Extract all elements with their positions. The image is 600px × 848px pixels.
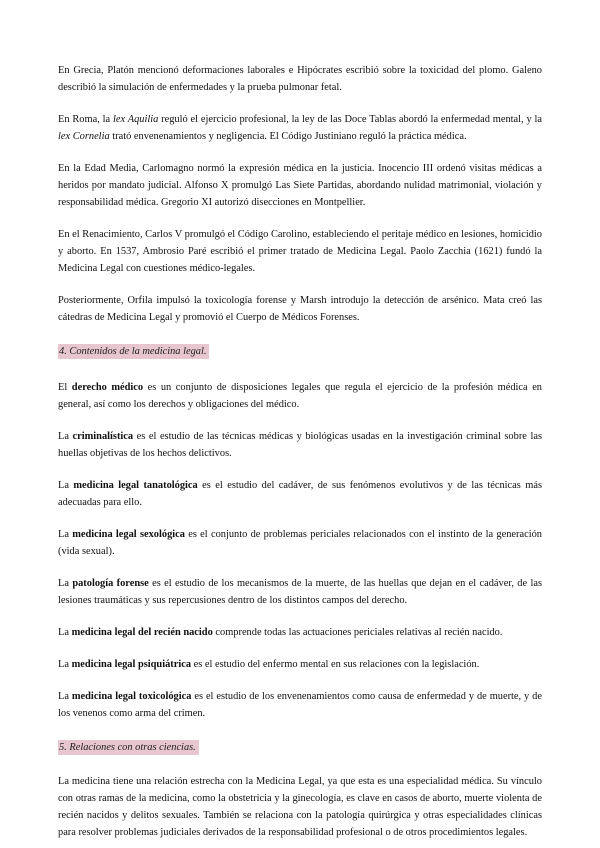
section-4-items [58, 379, 542, 722]
paragraph-greece: En Grecia, Platón mencionó deformaciones laborales e Hipócrates escribió sobre la toxicidad del plomo. Galeno describió la simulación de enfermedades y la prueba pulmonar fetal. [58, 65, 542, 93]
content-item-rest: es el estudio del cadáver, de sus fenómenos evolutivos y de las técnicas más adecuadas para ello. [58, 480, 542, 508]
lex-cornelia-term: lex Cornelia [58, 131, 110, 142]
content-item [58, 526, 542, 560]
content-item-term: medicina legal psiquiátrica [71, 659, 192, 670]
content-item-term: derecho médico [71, 382, 144, 393]
content-item [58, 688, 542, 722]
content-item [58, 428, 542, 462]
content-item-rest: es el estudio de los mecanismos de la muerte, de las huellas que dejan en el cadáver, de las lesiones traumáticas y sus repercusiones dentro de los distintos campos del derecho. [58, 578, 542, 606]
section-4-heading: 4. Contenidos de la medicina legal. [58, 344, 209, 359]
rome-text-2: reguló el ejercicio profesional, la ley de las Doce Tablas abordó la enfermedad mental, y la [158, 114, 542, 125]
content-item-term: medicina legal sexológica [72, 529, 185, 540]
content-item-term: patología forense [72, 578, 149, 589]
paragraph-middle-ages: En la Edad Media, Carlomagno normó la expresión médica en la justicia. Inocencio III ordenó visitas médicas a heridos por mandato judicial. Alfonso X promulgó Las Siete Partidas, abordando nulidad matrimonial, violación y responsabilidad médica. Gregorio XI autorizó disecciones en Montpellier. [58, 163, 542, 208]
content-item [58, 379, 542, 413]
content-item-term: medicina legal tanatológica [73, 480, 198, 491]
content-item-rest: comprende todas las actuaciones periciales relativas al recién nacido. [212, 627, 503, 638]
content-item [58, 624, 542, 641]
section-5-heading-wrap [58, 737, 542, 755]
rome-text-1: En Roma, la [58, 114, 113, 125]
content-item-prefix: La [58, 691, 72, 702]
content-item [58, 477, 542, 511]
lex-aquilia-term: lex Aquilia [112, 114, 159, 125]
section-5-heading: 5. Relaciones con otras ciencias. [58, 740, 199, 755]
paragraph-relations: La medicina tiene una relación estrecha con la Medicina Legal, ya que esta es una especialidad médica. Su vínculo con otras ramas de la medicina, como la obstetricia y la ginecología, es clave en casos de aborto, muerte violenta de recién nacidos y delitos sexuales. También se relaciona con la patología quirúrgica y otras especialidades clínicas para resolver problemas judiciales derivados de la responsabilidad profesional o de otros procedimientos legales. [58, 776, 542, 838]
content-item-prefix: La [58, 578, 73, 589]
content-item-rest: es un conjunto de disposiciones legales que regula el ejercicio de la profesión médica en general, así como los derechos y obligaciones del médico. [58, 382, 542, 410]
section-4-heading-wrap [58, 341, 542, 359]
content-item-term: medicina legal toxicológica [71, 691, 192, 702]
content-item-prefix: La [58, 627, 72, 638]
content-item-term: criminalística [72, 431, 134, 442]
paragraph-rome [58, 111, 542, 145]
content-item [58, 575, 542, 609]
content-item-rest: es el estudio del enfermo mental en sus relaciones con la legislación. [191, 659, 480, 670]
content-item-prefix: La [58, 529, 73, 540]
paragraph-later: Posteriormente, Orfila impulsó la toxicología forense y Marsh introdujo la detección de arsénico. Mata creó las cátedras de Medicina Legal y promovió el Cuerpo de Médicos Forenses. [58, 295, 542, 323]
paragraph-renaissance: En el Renacimiento, Carlos V promulgó el Código Carolino, estableciendo el peritaje médico en lesiones, homicidio y aborto. En 1537, Ambrosio Paré escribió el primer tratado de Medicina Legal. Paolo Zacchia (1621) fundó la Medicina Legal con cuestiones médico-legales. [58, 229, 542, 274]
content-item-rest: es el conjunto de problemas periciales relacionados con el instinto de la generación (vida sexual). [58, 529, 542, 557]
content-item-prefix: La [58, 480, 74, 491]
content-item-term: medicina legal del recién nacido [71, 627, 213, 638]
content-item [58, 656, 542, 673]
content-item-rest: es el estudio de los envenenamientos como causa de enfermedad y de muerte, y de los venenos como arma del crimen. [58, 691, 542, 719]
content-item-prefix: La [58, 659, 72, 670]
rome-text-3: trató envenenamientos y negligencia. El Código Justiniano reguló la práctica médica. [109, 131, 467, 142]
content-item-prefix: El [58, 382, 72, 393]
content-item-prefix: La [58, 431, 73, 442]
content-item-rest: es el estudio de las técnicas médicas y biológicas usadas en la investigación criminal sobre las huellas objetivas de los hechos delictivos. [58, 431, 542, 459]
